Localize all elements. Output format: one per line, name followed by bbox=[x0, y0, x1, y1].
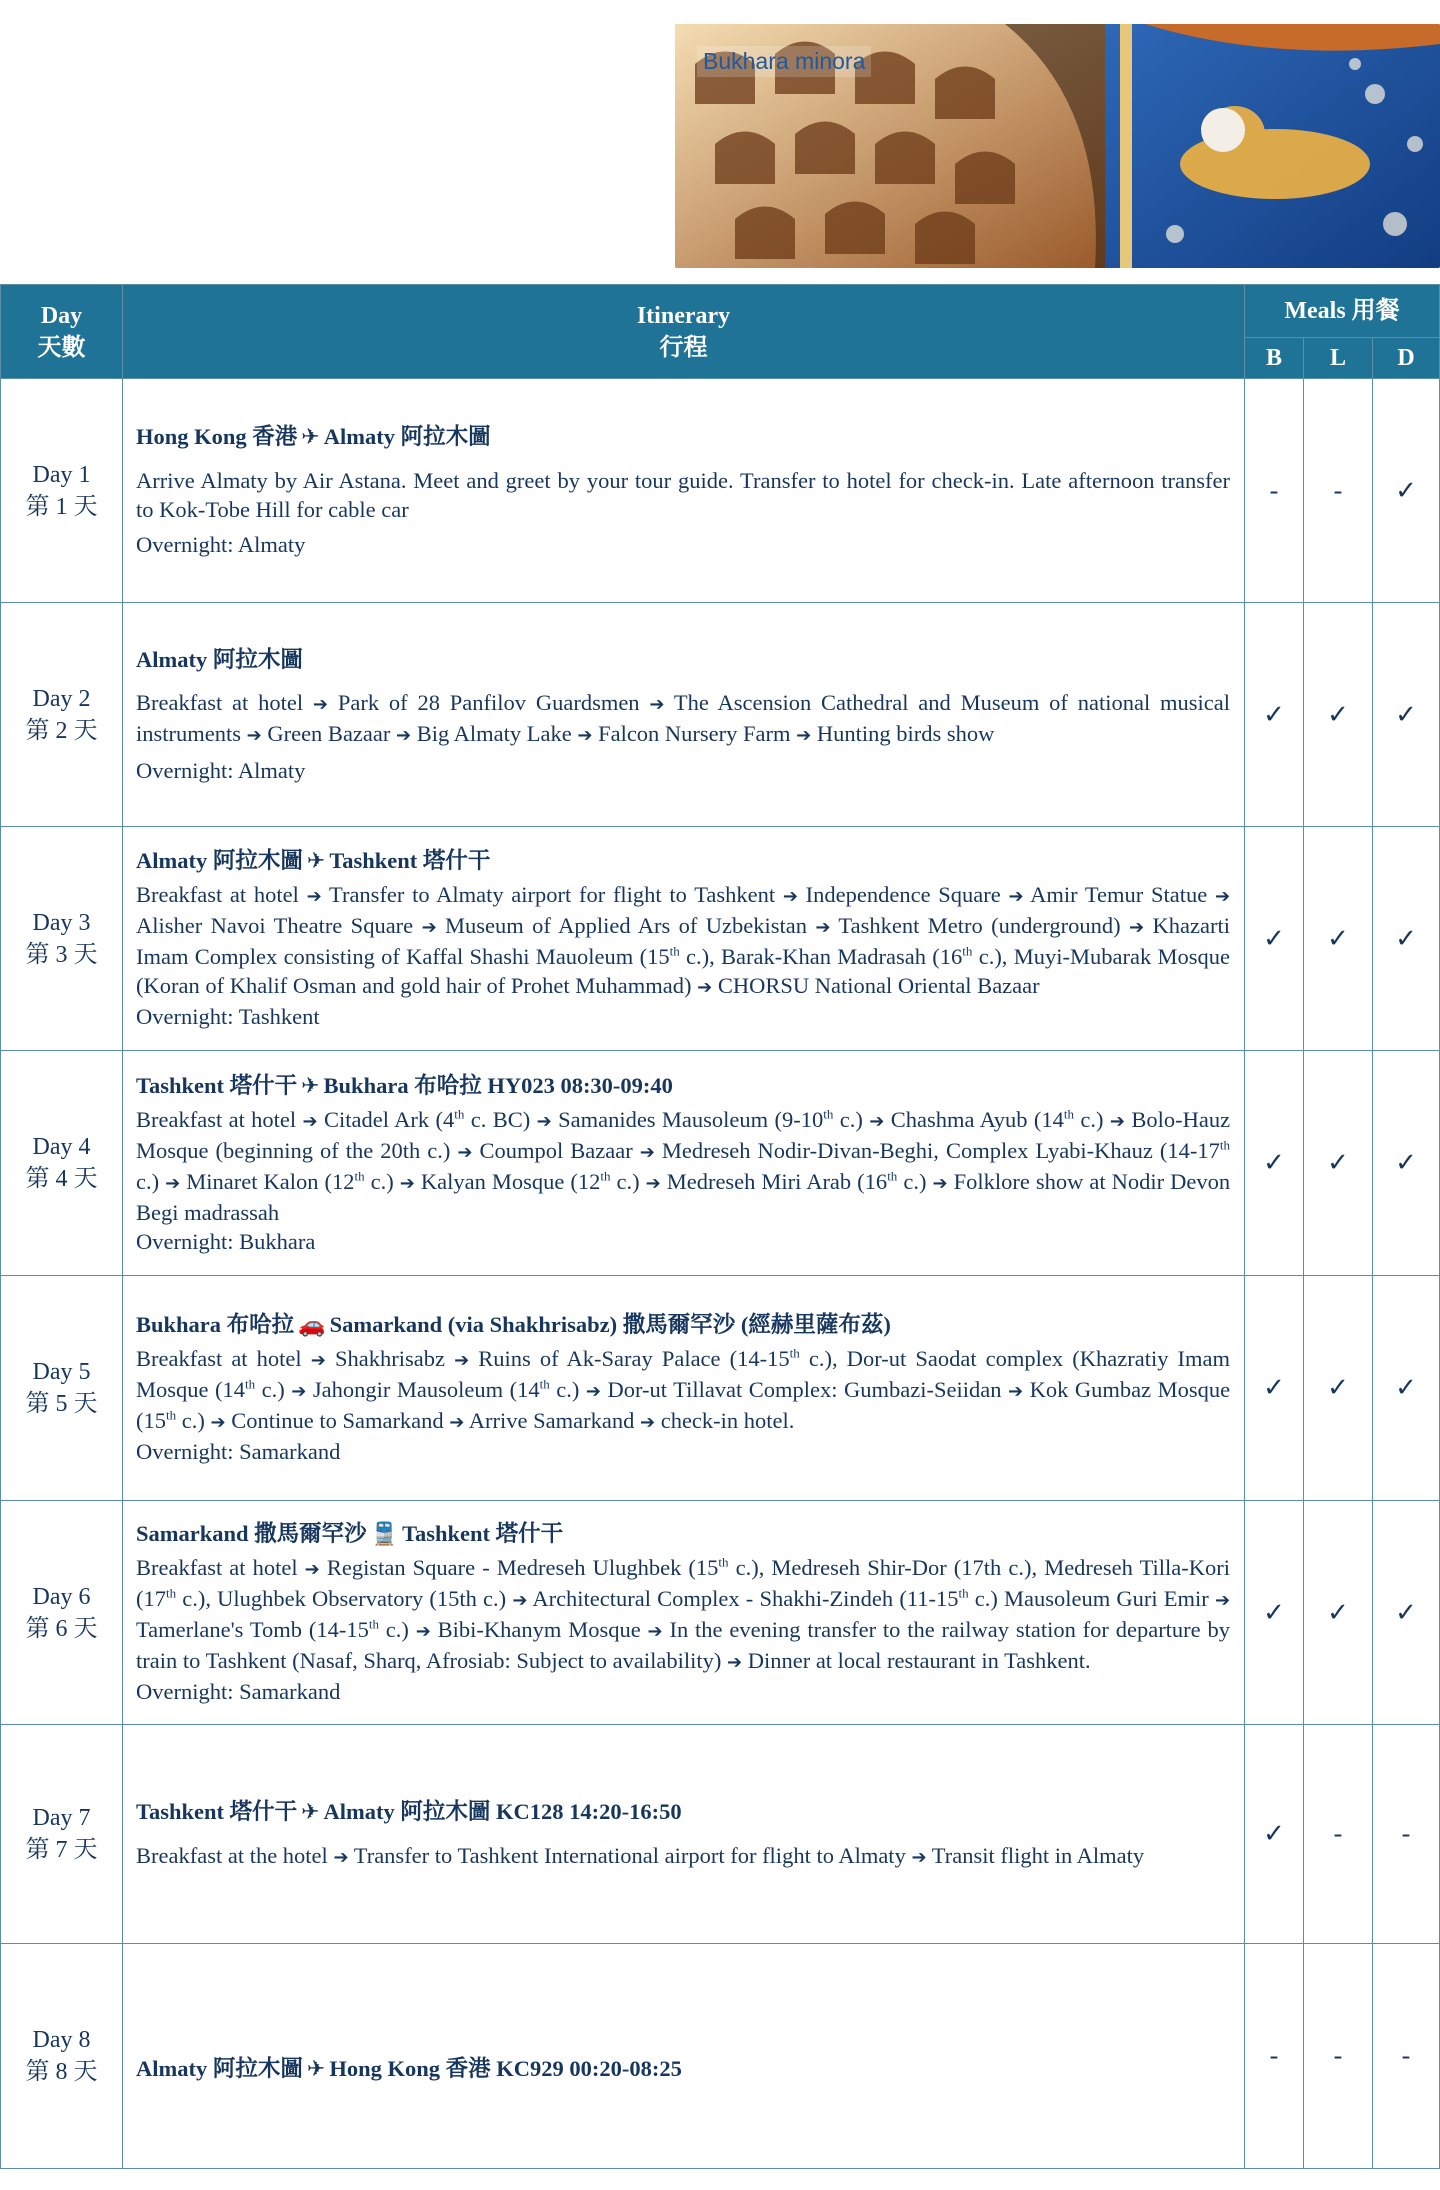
right-arrow-icon: ➔ bbox=[512, 1590, 528, 1611]
meal-lunch: - bbox=[1304, 1725, 1373, 1944]
itinerary-table bbox=[0, 284, 1440, 2169]
right-arrow-icon: ➔ bbox=[639, 1412, 656, 1433]
itinerary-cell bbox=[123, 1051, 1245, 1276]
overnight: Overnight: Samarkand bbox=[136, 1679, 341, 1704]
meal-lunch: - bbox=[1304, 1944, 1373, 2169]
day-description: Breakfast at hotel ➔ Transfer to Almaty airport for flight to Tashkent ➔ Independence Square ➔ Amir Temur Statue ➔ Alisher Navoi Theatre Square ➔ Museum of Applied Ars of Uzbekistan ➔ Tashkent Metro (underground) ➔ Khazarti Imam Complex consisting of Kaffal Shashi Mauoleum (15th c.), Barak-Khan Madrasah (16th c.), Muyi-Mubarak Mosque (Koran of Khalif Osman and gold hair of Prohet Muhammad) ➔ CHORSU National Oriental Bazaar bbox=[136, 882, 1231, 998]
day-label: Day 2 第 2 天 bbox=[1, 603, 123, 827]
day-label: Day 1 第 1 天 bbox=[1, 379, 123, 603]
airplane-icon: ✈ bbox=[306, 849, 326, 874]
airplane-icon: ✈ bbox=[306, 2057, 326, 2082]
header-row bbox=[1, 285, 1440, 338]
right-arrow-icon: ➔ bbox=[1129, 917, 1145, 938]
right-arrow-icon: ➔ bbox=[333, 1846, 349, 1868]
header-itinerary: Itinerary 行程 bbox=[123, 285, 1245, 379]
route-title: Samarkand 撒馬爾罕沙 🚆 Tashkent 塔什干 bbox=[136, 1521, 564, 1547]
right-arrow-icon: ➔ bbox=[639, 1141, 655, 1163]
meal-lunch: ✓ bbox=[1304, 1501, 1373, 1725]
meal-lunch: ✓ bbox=[1304, 827, 1373, 1051]
right-arrow-icon: ➔ bbox=[869, 1110, 885, 1132]
right-arrow-icon: ➔ bbox=[457, 1141, 473, 1163]
airplane-icon: ✈ bbox=[301, 1799, 320, 1825]
table-row bbox=[1, 827, 1440, 1051]
day-label: Day 7 第 7 天 bbox=[1, 1725, 123, 1944]
header-lunch: L bbox=[1304, 338, 1373, 379]
route-title: Tashkent 塔什干 ✈ Bukhara 布哈拉 HY023 08:30-09:40 bbox=[136, 1072, 673, 1099]
meal-breakfast: ✓ bbox=[1245, 603, 1304, 827]
route-title: Bukhara 布哈拉 🚗 Samarkand (via Shakhrisabz) 撒馬爾罕沙 (經赫里薩布茲) bbox=[136, 1312, 891, 1338]
itinerary-cell bbox=[123, 603, 1245, 827]
right-arrow-icon: ➔ bbox=[727, 1652, 743, 1673]
right-arrow-icon: ➔ bbox=[815, 917, 831, 938]
meal-lunch: ✓ bbox=[1304, 1051, 1373, 1276]
meal-dinner: ✓ bbox=[1373, 827, 1440, 1051]
right-arrow-icon: ➔ bbox=[302, 1110, 318, 1132]
airplane-icon: ✈ bbox=[301, 1073, 320, 1099]
table-row bbox=[1, 603, 1440, 827]
route-title: Almaty 阿拉木圖 ✈ Tashkent 塔什干 bbox=[136, 848, 491, 874]
meal-breakfast: ✓ bbox=[1245, 1276, 1304, 1501]
right-arrow-icon: ➔ bbox=[310, 1350, 326, 1371]
header-day: Day 天數 bbox=[1, 285, 123, 379]
right-arrow-icon: ➔ bbox=[421, 917, 437, 938]
day-description: Breakfast at hotel ➔ Shakhrisabz ➔ Ruins of Ak-Saray Palace (14-15th c.), Dor-ut Saodat complex (Khazratiy Imam Mosque (14th c.) ➔ Jahongir Mausoleum (14th c.) ➔ Dor-ut Tillavat Complex: Gumbazi-Seiidan ➔ Kok Gumbaz Mosque (15th c.) ➔ Continue to Samarkand ➔ Arrive Samarkand ➔ check-in hotel. bbox=[136, 1345, 1231, 1433]
table-row bbox=[1, 1725, 1440, 1944]
itinerary-cell bbox=[123, 379, 1245, 603]
table-row bbox=[1, 379, 1440, 603]
right-arrow-icon: ➔ bbox=[649, 693, 665, 715]
meal-breakfast: ✓ bbox=[1245, 827, 1304, 1051]
table-row bbox=[1, 1944, 1440, 2169]
meal-lunch: - bbox=[1304, 379, 1373, 603]
right-arrow-icon: ➔ bbox=[449, 1412, 465, 1433]
meal-dinner: ✓ bbox=[1373, 1276, 1440, 1501]
right-arrow-icon: ➔ bbox=[1008, 886, 1024, 907]
itinerary-cell bbox=[123, 1501, 1245, 1725]
train-icon: 🚆 bbox=[370, 1522, 399, 1547]
meal-dinner: ✓ bbox=[1373, 603, 1440, 827]
right-arrow-icon: ➔ bbox=[306, 886, 322, 907]
meal-breakfast: - bbox=[1245, 379, 1304, 603]
right-arrow-icon: ➔ bbox=[415, 1621, 431, 1642]
day-description: Arrive Almaty by Air Astana. Meet and greet by your tour guide. Transfer to hotel for check-in. Late afternoon transfer to Kok-Tobe Hill for cable car bbox=[136, 468, 1230, 522]
table-row bbox=[1, 1276, 1440, 1501]
meal-lunch: ✓ bbox=[1304, 1276, 1373, 1501]
day-description: Breakfast at the hotel ➔ Transfer to Tashkent International airport for flight to Almaty ➔ Transit flight in Almaty bbox=[136, 1842, 1145, 1868]
day-description: Breakfast at hotel ➔ Registan Square - Medreseh Ulughbek (15th c.), Medreseh Shir-Dor (17th c.), Medreseh Tilla-Kori (17th c.), Ulughbek Observatory (15th c.) ➔ Architectural Complex - Shakhi-Zindeh (11-15th c.) Mausoleum Guri Emir ➔ Tamerlane's Tomb (14-15th c.) ➔ Bibi-Khanym Mosque ➔ In the evening transfer to the railway station for departure by train to Tashkent (Nasaf, Sharq, Afrosiab: Subject to availability) ➔ Dinner at local restaurant in Tashkent. bbox=[136, 1554, 1231, 1673]
right-arrow-icon: ➔ bbox=[577, 724, 593, 746]
meal-lunch: ✓ bbox=[1304, 603, 1373, 827]
header-breakfast: B bbox=[1245, 338, 1304, 379]
right-arrow-icon: ➔ bbox=[1109, 1110, 1125, 1132]
right-arrow-icon: ➔ bbox=[796, 724, 812, 746]
right-arrow-icon: ➔ bbox=[1214, 1590, 1231, 1611]
right-arrow-icon: ➔ bbox=[932, 1172, 948, 1194]
meal-breakfast: ✓ bbox=[1245, 1051, 1304, 1276]
day-description: Breakfast at hotel ➔ Park of 28 Panfilov Guardsmen ➔ The Ascension Cathedral and Museum of national musical instruments ➔ Green Bazaar ➔ Big Almaty Lake ➔ Falcon Nursery Farm ➔ Hunting birds show bbox=[136, 689, 1231, 746]
overnight: Overnight: Bukhara bbox=[136, 1228, 316, 1254]
right-arrow-icon: ➔ bbox=[911, 1846, 927, 1868]
right-arrow-icon: ➔ bbox=[396, 724, 412, 746]
right-arrow-icon: ➔ bbox=[647, 1621, 663, 1642]
table-row bbox=[1, 1051, 1440, 1276]
photo-caption: Bukhara minora bbox=[697, 46, 871, 77]
right-arrow-icon: ➔ bbox=[312, 693, 328, 715]
route-title: Almaty 阿拉木圖 bbox=[136, 646, 303, 672]
meal-breakfast: - bbox=[1245, 1944, 1304, 2169]
header-photo bbox=[675, 24, 1440, 268]
right-arrow-icon: ➔ bbox=[585, 1381, 601, 1402]
right-arrow-icon: ➔ bbox=[304, 1559, 320, 1580]
route-title: Hong Kong 香港 ✈ Almaty 阿拉木圖 bbox=[136, 424, 491, 450]
day-label: Day 4 第 4 天 bbox=[1, 1051, 123, 1276]
right-arrow-icon: ➔ bbox=[645, 1172, 661, 1194]
overnight: Overnight: Samarkand bbox=[136, 1439, 341, 1464]
itinerary-cell bbox=[123, 1276, 1245, 1501]
meal-dinner: ✓ bbox=[1373, 1051, 1440, 1276]
route-title: Tashkent 塔什干 ✈ Almaty 阿拉木圖 KC128 14:20-16:50 bbox=[136, 1798, 682, 1825]
meal-dinner: - bbox=[1373, 1944, 1440, 2169]
right-arrow-icon: ➔ bbox=[291, 1381, 307, 1402]
day-label: Day 6 第 6 天 bbox=[1, 1501, 123, 1725]
right-arrow-icon: ➔ bbox=[1214, 886, 1231, 907]
day-label: Day 5 第 5 天 bbox=[1, 1276, 123, 1501]
meal-breakfast: ✓ bbox=[1245, 1501, 1304, 1725]
meal-dinner: ✓ bbox=[1373, 379, 1440, 603]
meal-breakfast: ✓ bbox=[1245, 1725, 1304, 1944]
overnight: Overnight: Almaty bbox=[136, 757, 306, 783]
meal-dinner: ✓ bbox=[1373, 1501, 1440, 1725]
meal-dinner: - bbox=[1373, 1725, 1440, 1944]
header-dinner: D bbox=[1373, 338, 1440, 379]
overnight: Overnight: Tashkent bbox=[136, 1004, 320, 1029]
right-arrow-icon: ➔ bbox=[697, 977, 713, 998]
itinerary-cell bbox=[123, 1725, 1245, 1944]
airplane-icon: ✈ bbox=[301, 425, 320, 450]
right-arrow-icon: ➔ bbox=[1008, 1381, 1024, 1402]
overnight: Overnight: Almaty bbox=[136, 532, 306, 557]
day-label: Day 8 第 8 天 bbox=[1, 1944, 123, 2169]
table-row bbox=[1, 1501, 1440, 1725]
itinerary-cell bbox=[123, 827, 1245, 1051]
right-arrow-icon: ➔ bbox=[246, 724, 262, 746]
right-arrow-icon: ➔ bbox=[536, 1110, 552, 1132]
day-label: Day 3 第 3 天 bbox=[1, 827, 123, 1051]
right-arrow-icon: ➔ bbox=[454, 1350, 470, 1371]
itinerary-cell bbox=[123, 1944, 1245, 2169]
right-arrow-icon: ➔ bbox=[399, 1172, 415, 1194]
car-icon: 🚗 bbox=[298, 1313, 326, 1338]
right-arrow-icon: ➔ bbox=[210, 1412, 226, 1433]
right-arrow-icon: ➔ bbox=[165, 1172, 181, 1194]
header-meals: Meals 用餐 bbox=[1245, 285, 1440, 338]
route-title: Almaty 阿拉木圖 ✈ Hong Kong 香港 KC929 00:20-08:25 bbox=[136, 2056, 682, 2082]
right-arrow-icon: ➔ bbox=[782, 886, 798, 907]
day-description: Breakfast at hotel ➔ Citadel Ark (4th c. BC) ➔ Samanides Mausoleum (9-10th c.) ➔ Chashma Ayub (14th c.) ➔ Bolo-Hauz Mosque (beginning of the 20th c.) ➔ Coumpol Bazaar ➔ Medreseh Nodir-Divan-Beghi, Complex Lyabi-Khauz (14-17th c.) ➔ Minaret Kalon (12th c.) ➔ Kalyan Mosque (12th c.) ➔ Medreseh Miri Arab (16th c.) ➔ Folklore show at Nodir Devon Begi madrassah bbox=[136, 1106, 1231, 1225]
